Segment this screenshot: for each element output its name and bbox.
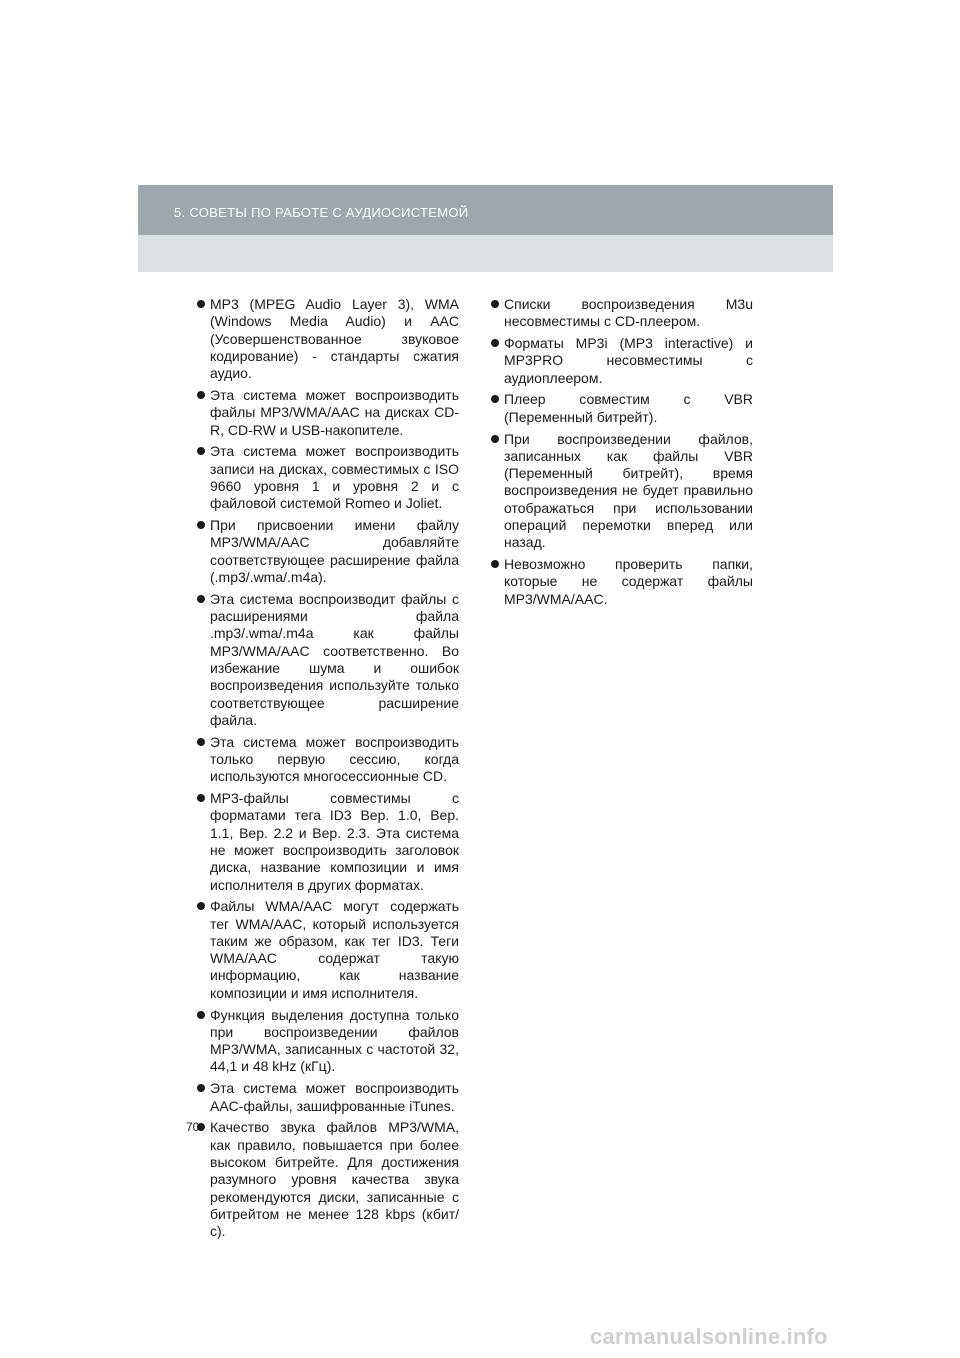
list-item (197, 1007, 459, 1076)
list-item (491, 556, 753, 608)
left-column (197, 296, 459, 1245)
list-item-text: Эта система может воспроизводить файлы MP3/WMA/AAC на дисках CD-R, CD-RW и USB-накопителе. (210, 386, 459, 438)
list-item (197, 790, 459, 894)
list-item (197, 387, 459, 439)
list-item-text: Плеер совместим с VBR (Переменный битрейт). (504, 391, 753, 425)
bullet-icon (491, 560, 499, 568)
list-item (491, 335, 753, 387)
bullet-icon (491, 435, 499, 443)
right-column (491, 296, 753, 613)
list-item-text: MP3-файлы совместимы с форматами тега ID3 Вер. 1.0, Вер. 1.1, Вер. 2.2 и Вер. 2.3. Эта система не может воспроизводить заголовок диска, название композиции и имя исполнителя в других форматах. (210, 790, 459, 893)
page-number: 70 (186, 1120, 200, 1134)
bullet-icon (491, 300, 499, 308)
list-item (197, 734, 459, 786)
list-item-text: Эта система может воспроизводить записи на дисках, совместимых с ISO 9660 уровня 1 и уровня 2 и с файловой системой Romeo и Joliet. (210, 443, 459, 512)
list-item (197, 1080, 459, 1115)
bullet-icon (197, 738, 205, 746)
bullet-icon (197, 521, 205, 529)
list-item-text: MP3 (MPEG Audio Layer 3), WMA (Windows Media Audio) и AAC (Усовершенствованное звуковое кодирование) - стандарты сжатия аудио. (210, 296, 459, 382)
list-item (491, 391, 753, 426)
bullet-icon (491, 395, 499, 403)
section-title: 5. СОВЕТЫ ПО РАБОТЕ С АУДИОСИСТЕМОЙ (174, 205, 469, 220)
list-item-text: Эта система может воспроизводить только первую сессию, когда используются многосессионные CD. (210, 733, 459, 785)
bullet-icon (491, 339, 499, 347)
list-item-text: Эта система может воспроизводить AAC-файлы, зашифрованные iTunes. (210, 1080, 459, 1114)
list-item-text: Файлы WMA/AAC могут содержать тег WMA/AAC, который используется таким же образом, как тег ID3. Теги WMA/AAC содержат такую информацию, как название композиции и имя исполнителя. (210, 898, 459, 1001)
list-item (197, 591, 459, 729)
list-item-text: При воспроизведении файлов, записанных как файлы VBR (Переменный битрейт), время воспроизведения не будет правильно отображаться при использовании операций перемотки вперед или назад. (504, 430, 753, 551)
list-item (491, 431, 753, 552)
list-item-text: Форматы MP3i (MP3 interactive) и MP3PRO несовместимы с аудиоплеером. (504, 335, 753, 386)
list-item-text: При присвоении имени файлу MP3/WMA/AAC добавляйте соответствующее расширение файла (.mp3/.wma/.m4a). (210, 517, 459, 585)
bullet-icon (197, 300, 205, 308)
bullet-icon (197, 1084, 205, 1092)
list-item (197, 898, 459, 1002)
bullet-icon (197, 1011, 205, 1019)
list-item (197, 296, 459, 382)
list-item-text: Невозможно проверить папки, которые не содержат файлы MP3/WMA/AAC. (504, 556, 753, 607)
section-header-subband (138, 235, 833, 272)
list-item-text: Функция выделения доступна только при воспроизведении файлов MP3/WMA, записанных с частотой 32, 44,1 и 48 kHz (кГц). (210, 1006, 459, 1075)
list-item (197, 443, 459, 512)
list-item-text: Эта система воспроизводит файлы с расширениями файла .mp3/.wma/.m4a как файлы MP3/WMA/AAC соответственно. Во избежание шума и ошибок воспроизведения используйте только соответствующее расширение файла. (210, 590, 459, 728)
list-item (197, 517, 459, 586)
list-item (197, 1119, 459, 1240)
bullet-icon (197, 447, 205, 455)
watermark: carmanualsonline.info (590, 1324, 828, 1349)
list-item-text: Качество звука файлов MP3/WMA, как правило, повышается при более высоком битрейте. Для достижения разумного уровня качества звука рекомендуются диски, записанные с битрейтом не менее 128 kbps (кбит/с). (210, 1119, 459, 1240)
bullet-icon (197, 794, 205, 802)
bullet-icon (197, 391, 205, 399)
list-item (491, 296, 753, 331)
bullet-icon (197, 902, 205, 910)
bullet-icon (197, 595, 205, 603)
list-item-text: Списки воспроизведения M3u несовместимы с CD-плеером. (504, 296, 753, 330)
